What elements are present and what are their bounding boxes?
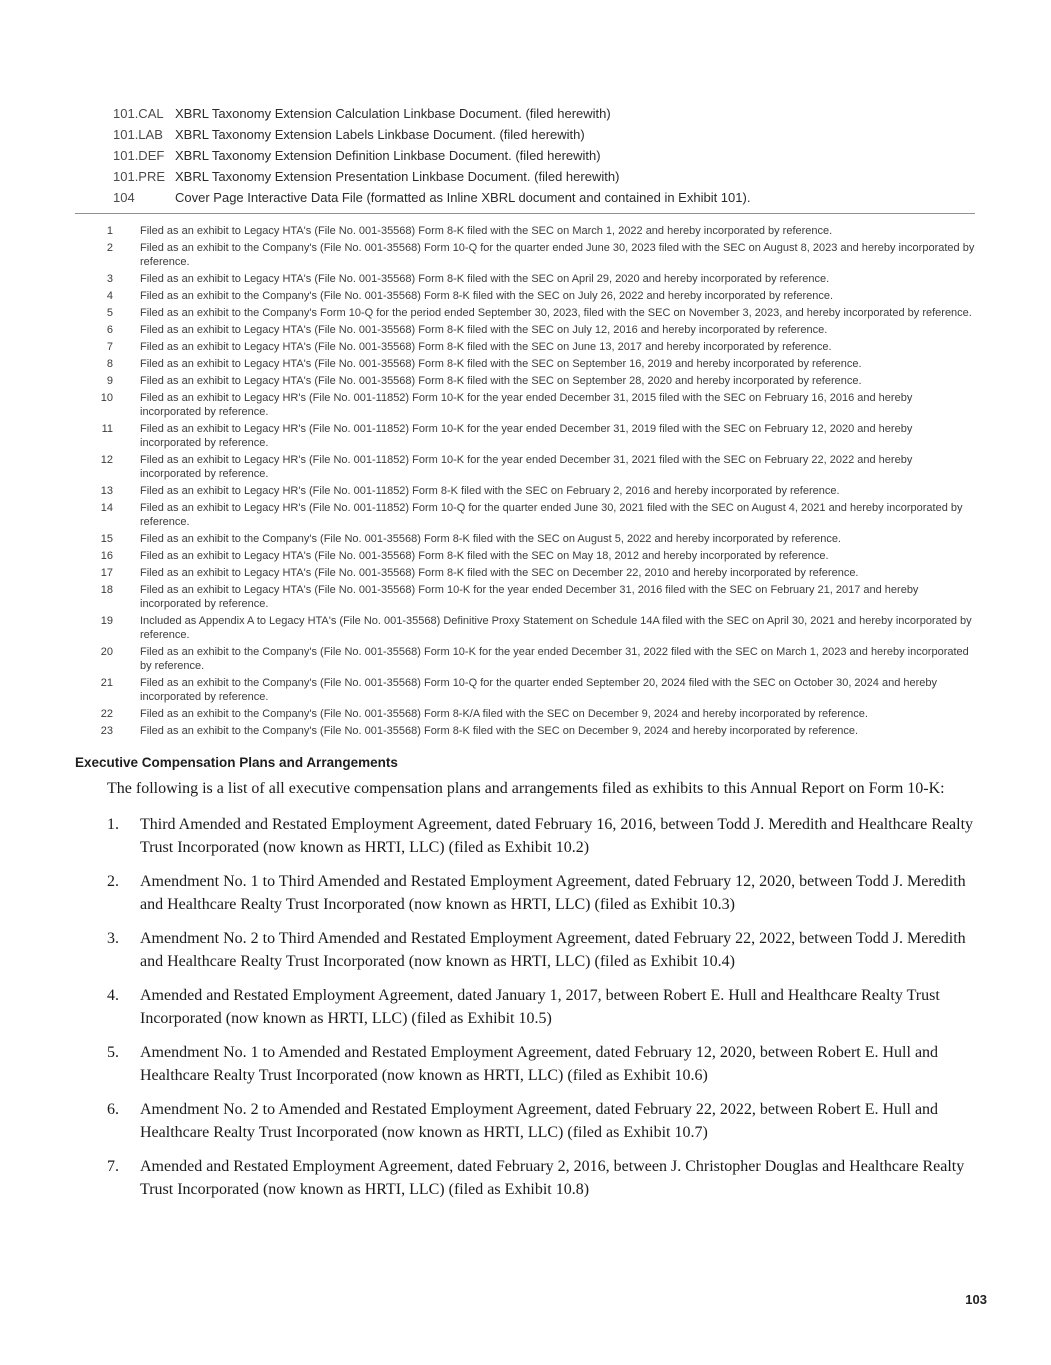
list-item [107,927,975,973]
exhibit-number: 104 [113,190,135,205]
list-item-text: Amendment No. 2 to Third Amended and Restated Employment Agreement, dated February 22, 2022, between Todd J. Meredith and Healthcare Realty Trust Incorporated (now known as HRTI, LLC) (filed as Exhibit 10.4) [140,930,966,970]
footnote-row [75,484,975,498]
footnote-row [75,676,975,704]
list-item [107,984,975,1030]
footnote-row [75,241,975,269]
footnote-row [75,224,975,238]
list-item-number: 3. [107,930,119,947]
exhibit-description: XBRL Taxonomy Extension Calculation Linkbase Document. (filed herewith) [175,106,611,121]
footnote-row [75,323,975,337]
footnote-row [75,501,975,529]
footnote-row [75,645,975,673]
exhibit-description: Cover Page Interactive Data File (formatted as Inline XBRL document and contained in Exhibit 101). [175,190,751,205]
footnote-number: 23 [100,725,113,737]
footnote-row [75,422,975,450]
footnote-text: Filed as an exhibit to Legacy HR's (File No. 001-11852) Form 10-K for the year ended December 31, 2019 filed with the SEC on February 12, 2020 and hereby incorporated by reference. [140,423,913,449]
list-item-text: Third Amended and Restated Employment Agreement, dated February 16, 2016, between Todd J. Meredith and Healthcare Realty Trust Incorporated (now known as HRTI, LLC) (filed as Exhibit 10.2) [140,816,974,856]
list-item-number: 1. [107,816,119,833]
footnote-row [75,614,975,642]
footnote-row [75,532,975,546]
footnote-text: Filed as an exhibit to the Company's (File No. 001-35568) Form 8-K filed with the SEC on July 26, 2022 and hereby incorporated by reference. [140,290,834,302]
list-item-number: 2. [107,873,119,890]
footnote-row [75,374,975,388]
exhibit-row [113,103,975,124]
list-item [107,1155,975,1201]
footnote-row [75,583,975,611]
list-item-text: Amendment No. 1 to Amended and Restated Employment Agreement, dated February 12, 2020, between Robert E. Hull and Healthcare Realty Trust Incorporated (now known as HRTI, LLC) (filed as Exhibit 10.6) [140,1044,939,1084]
exhibit-row [113,166,975,187]
footnote-number: 16 [100,550,113,562]
exhibit-description: XBRL Taxonomy Extension Labels Linkbase Document. (filed herewith) [175,127,585,142]
exhibit-description: XBRL Taxonomy Extension Definition Linkbase Document. (filed herewith) [175,148,601,163]
footnote-number: 10 [100,392,113,404]
section-heading: Executive Compensation Plans and Arrangements [75,755,398,770]
footnote-number: 8 [106,358,113,370]
footnote-number: 1 [106,225,113,237]
compensation-plan-list [75,813,975,1201]
footnote-text: Filed as an exhibit to Legacy HTA's (File No. 001-35568) Form 8-K filed with the SEC on July 12, 2016 and hereby incorporated by reference. [140,324,828,336]
exhibit-number: 101.DEF [113,148,165,163]
page-number: 103 [965,1292,987,1307]
footnote-number: 18 [100,584,113,596]
footnote-text: Filed as an exhibit to Legacy HR's (File No. 001-11852) Form 10-K for the year ended December 31, 2021 filed with the SEC on February 22, 2022 and hereby incorporated by reference. [140,454,913,480]
footnote-row [75,724,975,738]
footnote-row [75,391,975,419]
footnote-row [75,306,975,320]
footnote-text: Filed as an exhibit to the Company's (File No. 001-35568) Form 8-K filed with the SEC on August 5, 2022 and hereby incorporated by reference. [140,533,841,545]
exhibit-number: 101.LAB [113,127,163,142]
footnote-number: 15 [100,533,113,545]
list-item [107,1041,975,1087]
footnote-text: Included as Appendix A to Legacy HTA's (File No. 001-35568) Definitive Proxy Statement on Schedule 14A filed with the SEC on April 30, 2021 and hereby incorporated by reference. [140,615,972,641]
list-item-number: 4. [107,987,119,1004]
footnote-number: 3 [106,273,113,285]
exhibit-row [113,145,975,166]
footnote-number: 5 [106,307,113,319]
footnote-text: Filed as an exhibit to Legacy HTA's (File No. 001-35568) Form 8-K filed with the SEC on June 13, 2017 and hereby incorporated by reference. [140,341,832,353]
footnote-row [75,272,975,286]
footnote-number: 7 [106,341,113,353]
footnote-number: 13 [100,485,113,497]
footnote-row [75,340,975,354]
footnote-text: Filed as an exhibit to Legacy HTA's (File No. 001-35568) Form 8-K filed with the SEC on April 29, 2020 and hereby incorporated by reference. [140,273,830,285]
section-intro: The following is a list of all executive compensation plans and arrangements filed as exhibits to this Annual Report on Form 10-K: [107,780,945,797]
exhibit-list [75,103,975,208]
list-item-number: 6. [107,1101,119,1118]
footnote-text: Filed as an exhibit to Legacy HTA's (File No. 001-35568) Form 8-K filed with the SEC on December 22, 2010 and hereby incorporated by reference. [140,567,859,579]
footnote-text: Filed as an exhibit to the Company's (File No. 001-35568) Form 10-Q for the quarter ended September 20, 2024 filed with the SEC on October 30, 2024 and hereby incorporated by reference. [140,677,938,703]
footnote-text: Filed as an exhibit to Legacy HTA's (File No. 001-35568) Form 8-K filed with the SEC on September 16, 2019 and hereby incorporated by reference. [140,358,862,370]
footnote-row [75,566,975,580]
footnote-text: Filed as an exhibit to Legacy HTA's (File No. 001-35568) Form 10-K for the year ended December 31, 2016 filed with the SEC on February 21, 2017 and hereby incorporated by reference. [140,584,919,610]
footnote-row [75,357,975,371]
exhibit-row [113,124,975,145]
footnote-text: Filed as an exhibit to Legacy HTA's (File No. 001-35568) Form 8-K filed with the SEC on May 18, 2012 and hereby incorporated by reference. [140,550,829,562]
footnote-text: Filed as an exhibit to Legacy HTA's (File No. 001-35568) Form 8-K filed with the SEC on March 1, 2022 and hereby incorporated by reference. [140,225,833,237]
exhibit-number: 101.CAL [113,106,164,121]
footnote-text: Filed as an exhibit to Legacy HTA's (File No. 001-35568) Form 8-K filed with the SEC on September 28, 2020 and hereby incorporated by reference. [140,375,862,387]
list-item-text: Amendment No. 1 to Third Amended and Restated Employment Agreement, dated February 12, 2020, between Todd J. Meredith and Healthcare Realty Trust Incorporated (now known as HRTI, LLC) (filed as Exhibit 10.3) [140,873,966,913]
footnote-text: Filed as an exhibit to the Company's (File No. 001-35568) Form 8-K filed with the SEC on December 9, 2024 and hereby incorporated by reference. [140,725,859,737]
footnote-row [75,289,975,303]
footnote-number: 11 [101,423,113,435]
footnote-number: 19 [100,615,113,627]
footnote-text: Filed as an exhibit to Legacy HR's (File No. 001-11852) Form 10-K for the year ended December 31, 2015 filed with the SEC on February 16, 2016 and hereby incorporated by reference. [140,392,913,418]
list-item [107,813,975,859]
exhibit-number: 101.PRE [113,169,166,184]
footnote-text: Filed as an exhibit to the Company's (File No. 001-35568) Form 10-Q for the quarter ended June 30, 2023 filed with the SEC on August 8, 2023 and hereby incorporated by reference. [140,242,975,268]
list-item-number: 5. [107,1044,119,1061]
list-item-text: Amended and Restated Employment Agreement, dated January 1, 2017, between Robert E. Hull and Healthcare Realty Trust Incorporated (now known as HRTI, LLC) (filed as Exhibit 10.5) [140,987,940,1027]
footnote-text: Filed as an exhibit to the Company's Form 10-Q for the period ended September 30, 2023, filed with the SEC on November 3, 2023, and hereby incorporated by reference. [140,307,972,319]
footnote-text: Filed as an exhibit to the Company's (File No. 001-35568) Form 10-K for the year ended December 31, 2022 filed with the SEC on March 1, 2023 and hereby incorporated by reference. [140,646,969,672]
footnote-row [75,707,975,721]
exhibit-description: XBRL Taxonomy Extension Presentation Linkbase Document. (filed herewith) [175,169,620,184]
list-item [107,1098,975,1144]
footnote-number: 17 [100,567,113,579]
footnote-number: 14 [100,502,113,514]
footnote-number: 6 [106,324,113,336]
footnote-text: Filed as an exhibit to Legacy HR's (File No. 001-11852) Form 8-K filed with the SEC on February 2, 2016 and hereby incorporated by reference. [140,485,840,497]
footnote-number: 12 [100,454,113,466]
footnote-text: Filed as an exhibit to Legacy HR's (File No. 001-11852) Form 10-Q for the quarter ended June 30, 2021 filed with the SEC on August 4, 2021 and hereby incorporated by reference. [140,502,963,528]
footnote-number: 2 [106,242,113,254]
footnote-row [75,549,975,563]
list-item-number: 7. [107,1158,119,1175]
section-divider [75,213,975,214]
exhibit-row [113,187,975,208]
footnote-number: 22 [100,708,113,720]
footnote-number: 20 [100,646,113,658]
footnote-number: 21 [100,677,113,689]
list-item [107,870,975,916]
footnote-text: Filed as an exhibit to the Company's (File No. 001-35568) Form 8-K/A filed with the SEC on December 9, 2024 and hereby incorporated by reference. [140,708,868,720]
footnote-number: 4 [106,290,113,302]
list-item-text: Amended and Restated Employment Agreement, dated February 2, 2016, between J. Christopher Douglas and Healthcare Realty Trust Incorporated (now known as HRTI, LLC) (filed as Exhibit 10.8) [140,1158,965,1198]
list-item-text: Amendment No. 2 to Amended and Restated Employment Agreement, dated February 22, 2022, between Robert E. Hull and Healthcare Realty Trust Incorporated (now known as HRTI, LLC) (filed as Exhibit 10.7) [140,1101,939,1141]
footnote-row [75,453,975,481]
footnote-number: 9 [106,375,113,387]
footnote-list [75,224,975,738]
